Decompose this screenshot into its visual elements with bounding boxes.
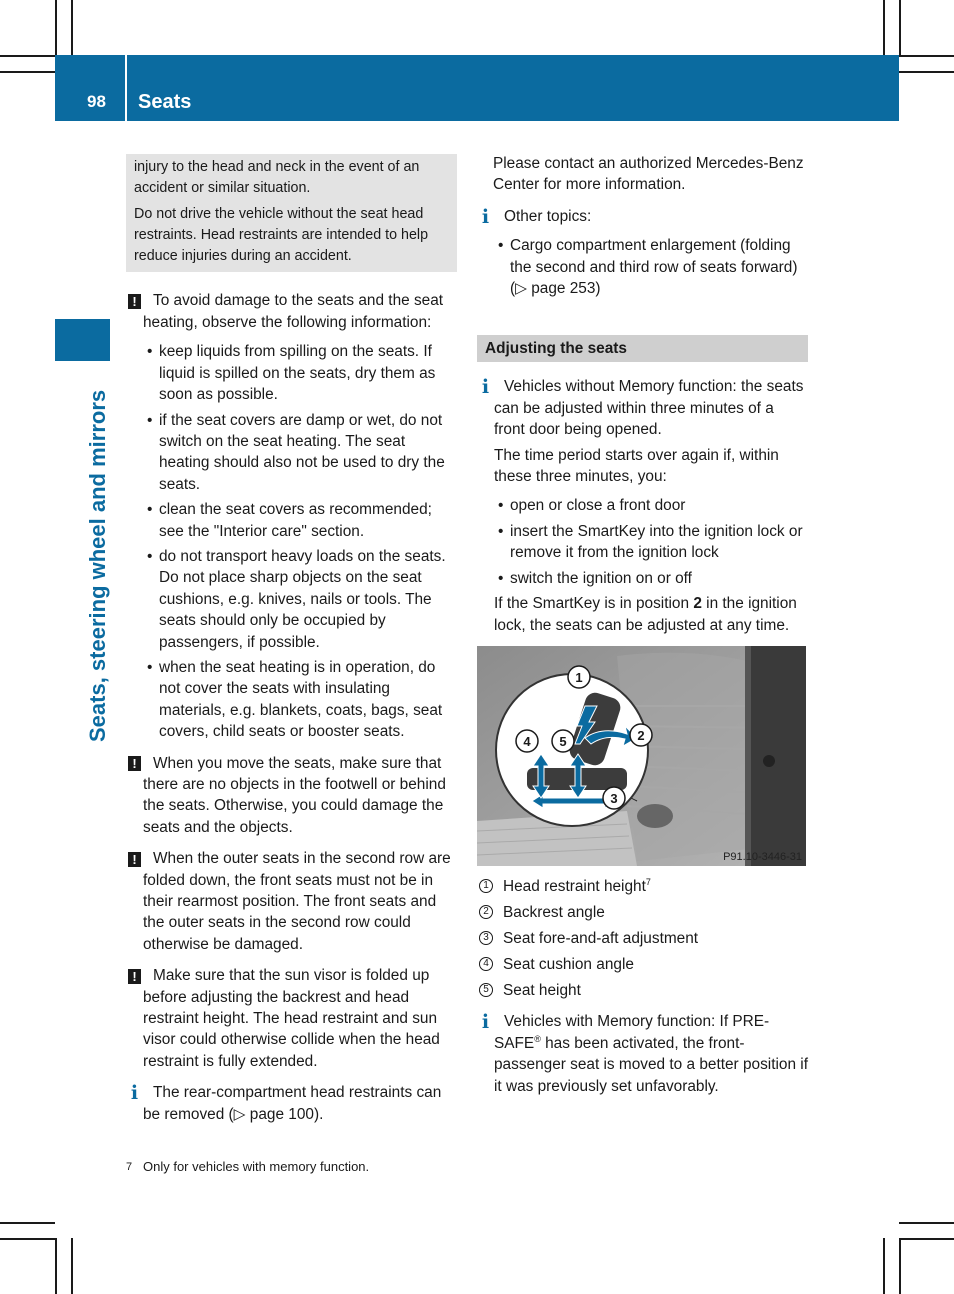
footnote-text: Only for vehicles with memory function.: [143, 1159, 370, 1174]
damage-note: [126, 290, 457, 742]
header-divider: [125, 55, 127, 121]
callout-5: 5: [559, 733, 567, 749]
crop-mark: [0, 55, 55, 57]
chapter-title: Seats, steering wheel and mirrors: [85, 389, 110, 742]
crop-mark: [899, 1238, 954, 1240]
info-icon: i: [130, 1082, 139, 1105]
legend-label: Seat cushion angle: [503, 955, 634, 973]
info-note: [477, 376, 808, 635]
crop-mark: [899, 55, 954, 57]
note-text: When you move the seats, make sure that there are no objects in the footwell or behind the seats. Otherwise, you could damage the seats and the objects.: [143, 754, 446, 836]
caution-icon: !: [127, 293, 142, 309]
info-icon: i: [481, 376, 490, 399]
figure-legend: [477, 876, 808, 1001]
note-text: Make sure that the sun visor is folded up before adjusting the backrest and head restraint height. The head restraint and sun visor could otherwise collide when the head restraint is fully extended.: [143, 967, 440, 1070]
bullet-list: [494, 235, 808, 299]
bullet-list: [143, 341, 457, 742]
crop-mark: [71, 1238, 73, 1294]
crop-mark: [71, 0, 73, 55]
damage-note: [126, 753, 457, 839]
note-text: The rear-compartment head restraints can be removed (▷ page 100).: [143, 1084, 442, 1123]
note-text: The time period starts over again if, within these three minutes, you:: [494, 446, 779, 486]
text-run: has been activated, the front-passenger seat is moved to a better position if it was previously set unfavorably.: [494, 1034, 808, 1095]
page-number: 98: [87, 92, 106, 111]
list-item: • open or close a front door: [494, 495, 808, 516]
crop-mark: [899, 0, 901, 55]
callout-1: 1: [575, 669, 583, 685]
bullet-list: [494, 495, 808, 589]
damage-note: [126, 848, 457, 955]
note-text: To avoid damage to the seats and the seat heating, observe the following information:: [143, 292, 444, 331]
legend-item: [477, 980, 808, 1001]
legend-item: [477, 928, 808, 949]
legend-label: Seat height: [503, 981, 581, 999]
note-text: [494, 1011, 808, 1097]
contact-text: Please contact an authorized Mercedes-Benz Center for more information.: [493, 155, 804, 194]
info-note: [477, 206, 808, 300]
legend-number: 4: [479, 957, 493, 971]
info-icon: i: [481, 1011, 490, 1034]
text-run-bold: 2: [693, 595, 702, 613]
legend-number: 2: [479, 905, 493, 919]
text-run: Vehicles with Memory function: If PRE-SAFE: [494, 1013, 770, 1052]
legend-label: Seat fore-and-aft adjustment: [503, 929, 699, 947]
crop-mark: [0, 71, 55, 73]
crop-mark: [899, 71, 954, 73]
note-text: Other topics:: [504, 207, 592, 225]
warning-text: injury to the head and neck in the event of an accident or similar situation.: [134, 159, 420, 197]
info-note: [126, 1082, 457, 1125]
crop-mark: [55, 1238, 57, 1294]
legend-number: 5: [479, 983, 493, 997]
warning-continuation-box: [126, 154, 457, 272]
footnote-ref: 7: [645, 876, 651, 887]
subsection-heading: Adjusting the seats: [477, 335, 808, 362]
callout-4: 4: [523, 733, 531, 749]
note-text: [494, 593, 808, 636]
chapter-tab-marker: [55, 319, 110, 361]
legend-label: Backrest angle: [503, 903, 605, 921]
legend-item: [477, 902, 808, 923]
section-title: Seats: [138, 91, 192, 113]
warning-text: Do not drive the vehicle without the seat head restraints. Head restraints are intended to help reduce injuries during an accident.: [134, 205, 429, 265]
crop-mark: [883, 0, 885, 55]
list-item: • if the seat covers are damp or wet, do not switch on the seat heating. The seat heating should also not be used to dry the seats.: [143, 410, 457, 496]
list-item: • clean the seat covers as recommended; see the "Interior care" section.: [143, 499, 457, 542]
figure-callouts: [477, 646, 806, 866]
crop-mark: [55, 0, 57, 55]
registered-mark: ®: [534, 1033, 541, 1044]
info-note: [477, 1011, 808, 1097]
list-item: • keep liquids from spilling on the seats. If liquid is spilled on the seats, dry them as soon as possible.: [143, 341, 457, 405]
footnote-number: 7: [126, 1161, 133, 1173]
list-item: • switch the ignition on or off: [494, 568, 808, 589]
damage-note: [126, 965, 457, 1072]
crop-mark: [899, 1238, 901, 1294]
text-run: in the ignition lock, the seats can be adjusted at any time.: [494, 595, 797, 634]
seat-adjustment-figure: [477, 646, 806, 866]
crop-mark: [0, 1238, 55, 1240]
legend-number: 1: [479, 879, 493, 893]
list-item: • when the seat heating is in operation, do not cover the seats with insulating materials, e.g. blankets, coats, bags, seat covers, child seats or booster seats.: [143, 657, 457, 743]
callout-3: 3: [610, 790, 618, 806]
legend-label: Head restraint height: [503, 877, 646, 895]
crop-mark: [883, 1238, 885, 1294]
list-item: • do not transport heavy loads on the seats. Do not place sharp objects on the seat cushions, e.g. knives, nails or tools. The seats should only be occupied by passengers, if possible.: [143, 546, 457, 653]
info-icon: i: [481, 205, 490, 228]
crop-mark: [899, 1222, 954, 1224]
note-text: When the outer seats in the second row are folded down, the front seats must not be in their rearmost position. The front seats and the outer seats in the second row could otherwise be damaged.: [143, 850, 451, 953]
legend-item: [477, 876, 808, 897]
caution-icon: !: [127, 756, 142, 772]
caution-icon: !: [127, 851, 142, 867]
right-column: [477, 153, 808, 1107]
legend-number: 3: [479, 931, 493, 945]
list-item: • Cargo compartment enlargement (folding the second and third row of seats forward) (▷ page 253): [494, 235, 808, 299]
list-item: • insert the SmartKey into the ignition lock or remove it from the ignition lock: [494, 521, 808, 564]
page-header: [55, 55, 899, 121]
footnote: [126, 1158, 369, 1176]
callout-2: 2: [637, 727, 645, 743]
legend-item: [477, 954, 808, 975]
text-run: If the SmartKey is in position: [494, 595, 694, 613]
left-column: [126, 154, 457, 1135]
crop-mark: [0, 1222, 55, 1224]
figure-code: P91.10-3446-31: [723, 850, 802, 863]
note-text: Vehicles without Memory function: the seats can be adjusted within three minutes of a front door being opened.: [494, 378, 804, 439]
caution-icon: !: [127, 968, 142, 984]
